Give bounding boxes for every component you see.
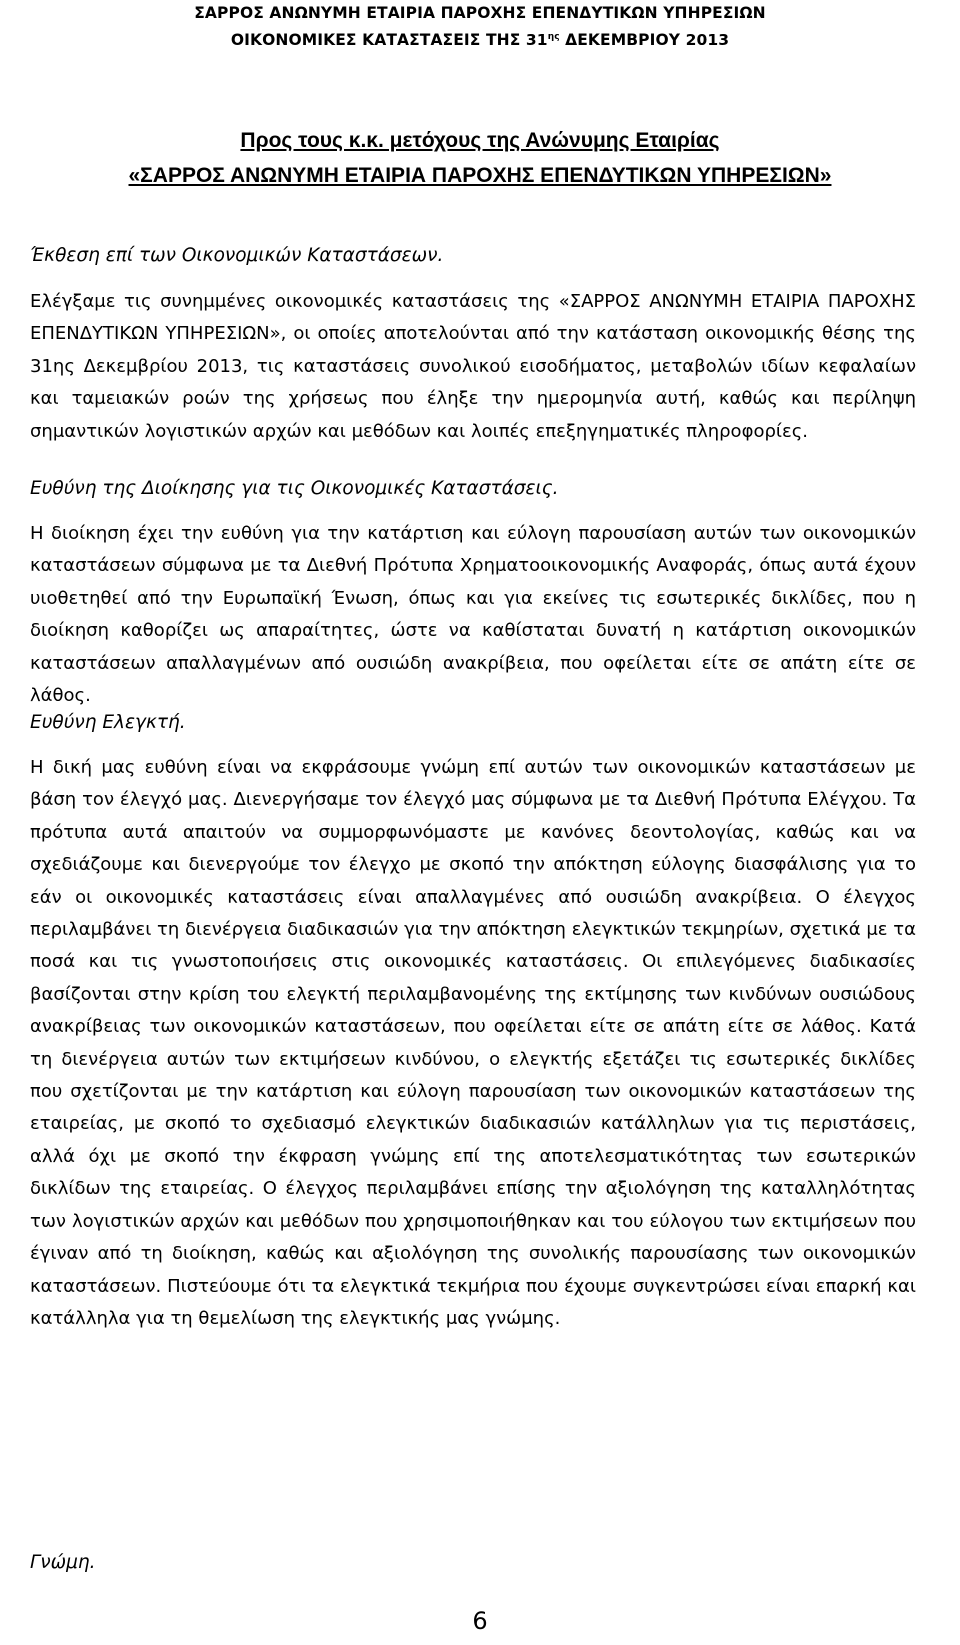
auditor-heading: Ευθύνη Ελεγκτή. — [30, 712, 186, 733]
header-subtitle-sup: ης — [547, 31, 560, 42]
address-line-1: Προς τους κ.κ. μετόχους της Ανώνυμης Εταιρίας — [240, 129, 720, 152]
address-line-2: «ΣΑΡΡΟΣ ΑΝΩΝΥΜΗ ΕΤΑΙΡΙΑ ΠΑΡΟΧΗΣ ΕΠΕΝΔΥΤΙΚΩΝ ΥΠΗΡΕΣΙΩΝ» — [128, 164, 832, 187]
header-subtitle-pre: ΟΙΚΟΝΟΜΙΚΕΣ ΚΑΤΑΣΤΑΣΕΙΣ ΤΗΣ 31 — [230, 31, 548, 49]
management-heading: Ευθύνη της Διοίκησης για τις Οικονομικές Καταστάσεις. — [30, 478, 559, 499]
auditor-paragraph: Η δική μας ευθύνη είναι να εκφράσουμε γνώμη επί αυτών των οικονομικών καταστάσεων με βάση τον έλεγχό μας. Διενεργήσαμε τον έλεγχό μας σύμφωνα με τα Διεθνή Πρότυπα Ελέγχου. Τα πρότυπα αυτά απαιτούν να συμμορφωνόμαστε με κανόνες δεοντολογίας, καθώς και να σχεδιάζουμε και διενεργούμε τον έλεγχο με σκοπό την απόκτηση εύλογης διασφάλισης για το εάν οι οικονομικές καταστάσεις είναι απαλλαγμένες από ουσιώδη ανακρίβεια. Ο έλεγχος περιλαμβάνει τη διενέργεια διαδικασιών για την απόκτηση ελεγκτικών τεκμηρίων, σχετικά με τα ποσά και τις γνωστοποιήσεις στις οικονομικές καταστάσεις. Οι επιλεγόμενες διαδικασίες βασίζονται στην κρίση του ελεγκτή περιλαμβανομένης της εκτίμησης των κινδύνων ουσιώδους ανακρίβειας των οικονομικών καταστάσεων, που οφείλεται είτε σε απάτη είτε σε λάθος. Κατά τη διενέργεια αυτών των εκτιμήσεων κινδύνου, ο ελεγκτής εξετάζει τις εσωτερικές δικλίδες που σχετίζονται με την κατάρτιση και εύλογη παρουσίαση των οικονομικών καταστάσεων της εταιρείας, με σκοπό το σχεδιασμό ελεγκτικών διαδικασιών κατάλληλων για τις περιστάσεις, αλλά όχι με σκοπό την έκφραση γνώμης επί της αποτελεσματικότητας των εσωτερικών δικλίδων της εταιρείας. Ο έλεγχος περιλαμβάνει επίσης την αξιολόγηση της καταλληλότητας των λογιστικών αρχών και μεθόδων που χρησιμοποιήθηκαν και του εύλογου των εκτιμήσεων που έγιναν από τη διοίκηση, καθώς και αξιολόγηση της συνολικής παρουσίασης των οικονομικών καταστάσεων. Πιστεύουμε ότι τα ελεγκτικά τεκμήρια που έχουμε συγκεντρώσει είναι επαρκή και κατάλληλα για τη θεμελίωση της ελεγκτικής μας γνώμης. — [30, 757, 916, 1329]
management-paragraph: Η διοίκηση έχει την ευθύνη για την κατάρτιση και εύλογη παρουσίαση αυτών των οικονομικών καταστάσεων σύμφωνα με τα Διεθνή Πρότυπα Χρηματοοικονομικής Αναφοράς, όπως αυτά έχουν υιοθετηθεί από την Ευρωπαϊκή Ένωση, όπως και για εκείνες τις εσωτερικές δικλίδες, που η διοίκηση καθορίζει ως απαραίτητες, ώστε να καθίσταται δυνατή η κατάρτιση οικονομικών καταστάσεων απαλλαγμένων από ουσιώδη ανακρίβεια, που οφείλεται είτε σε απάτη είτε σε λάθος. — [30, 523, 916, 707]
header-subtitle-post: ΔΕΚΕΜΒΡΙΟΥ 2013 — [559, 31, 730, 49]
report-heading: Έκθεση επί των Οικονομικών Καταστάσεων. — [30, 245, 444, 266]
header-subtitle — [0, 31, 960, 49]
page-number: 6 — [472, 1607, 488, 1635]
opinion-heading: Γνώμη. — [30, 1552, 96, 1573]
report-paragraph: Ελέγξαμε τις συνημμένες οικονομικές καταστάσεις της «ΣΑΡΡΟΣ ΑΝΩΝΥΜΗ ΕΤΑΙΡΙΑ ΠΑΡΟΧΗΣ ΕΠΕΝΔΥΤΙΚΩΝ ΥΠΗΡΕΣΙΩΝ», οι οποίες αποτελούνται από την κατάσταση οικονομικής θέσης της 31ης Δεκεμβρίου 2013, τις καταστάσεις συνολικού εισοδήματος, μεταβολών ιδίων κεφαλαίων και ταμειακών ροών της χρήσεως που έληξε την ημερομηνία αυτή, καθώς και περίληψη σημαντικών λογιστικών αρχών και μεθόδων και λοιπές επεξηγηματικές πληροφορίες. — [30, 291, 916, 442]
header-company: ΣΑΡΡΟΣ ΑΝΩΝΥΜΗ ΕΤΑΙΡΙΑ ΠΑΡΟΧΗΣ ΕΠΕΝΔΥΤΙΚΩΝ ΥΠΗΡΕΣΙΩΝ — [194, 4, 766, 22]
